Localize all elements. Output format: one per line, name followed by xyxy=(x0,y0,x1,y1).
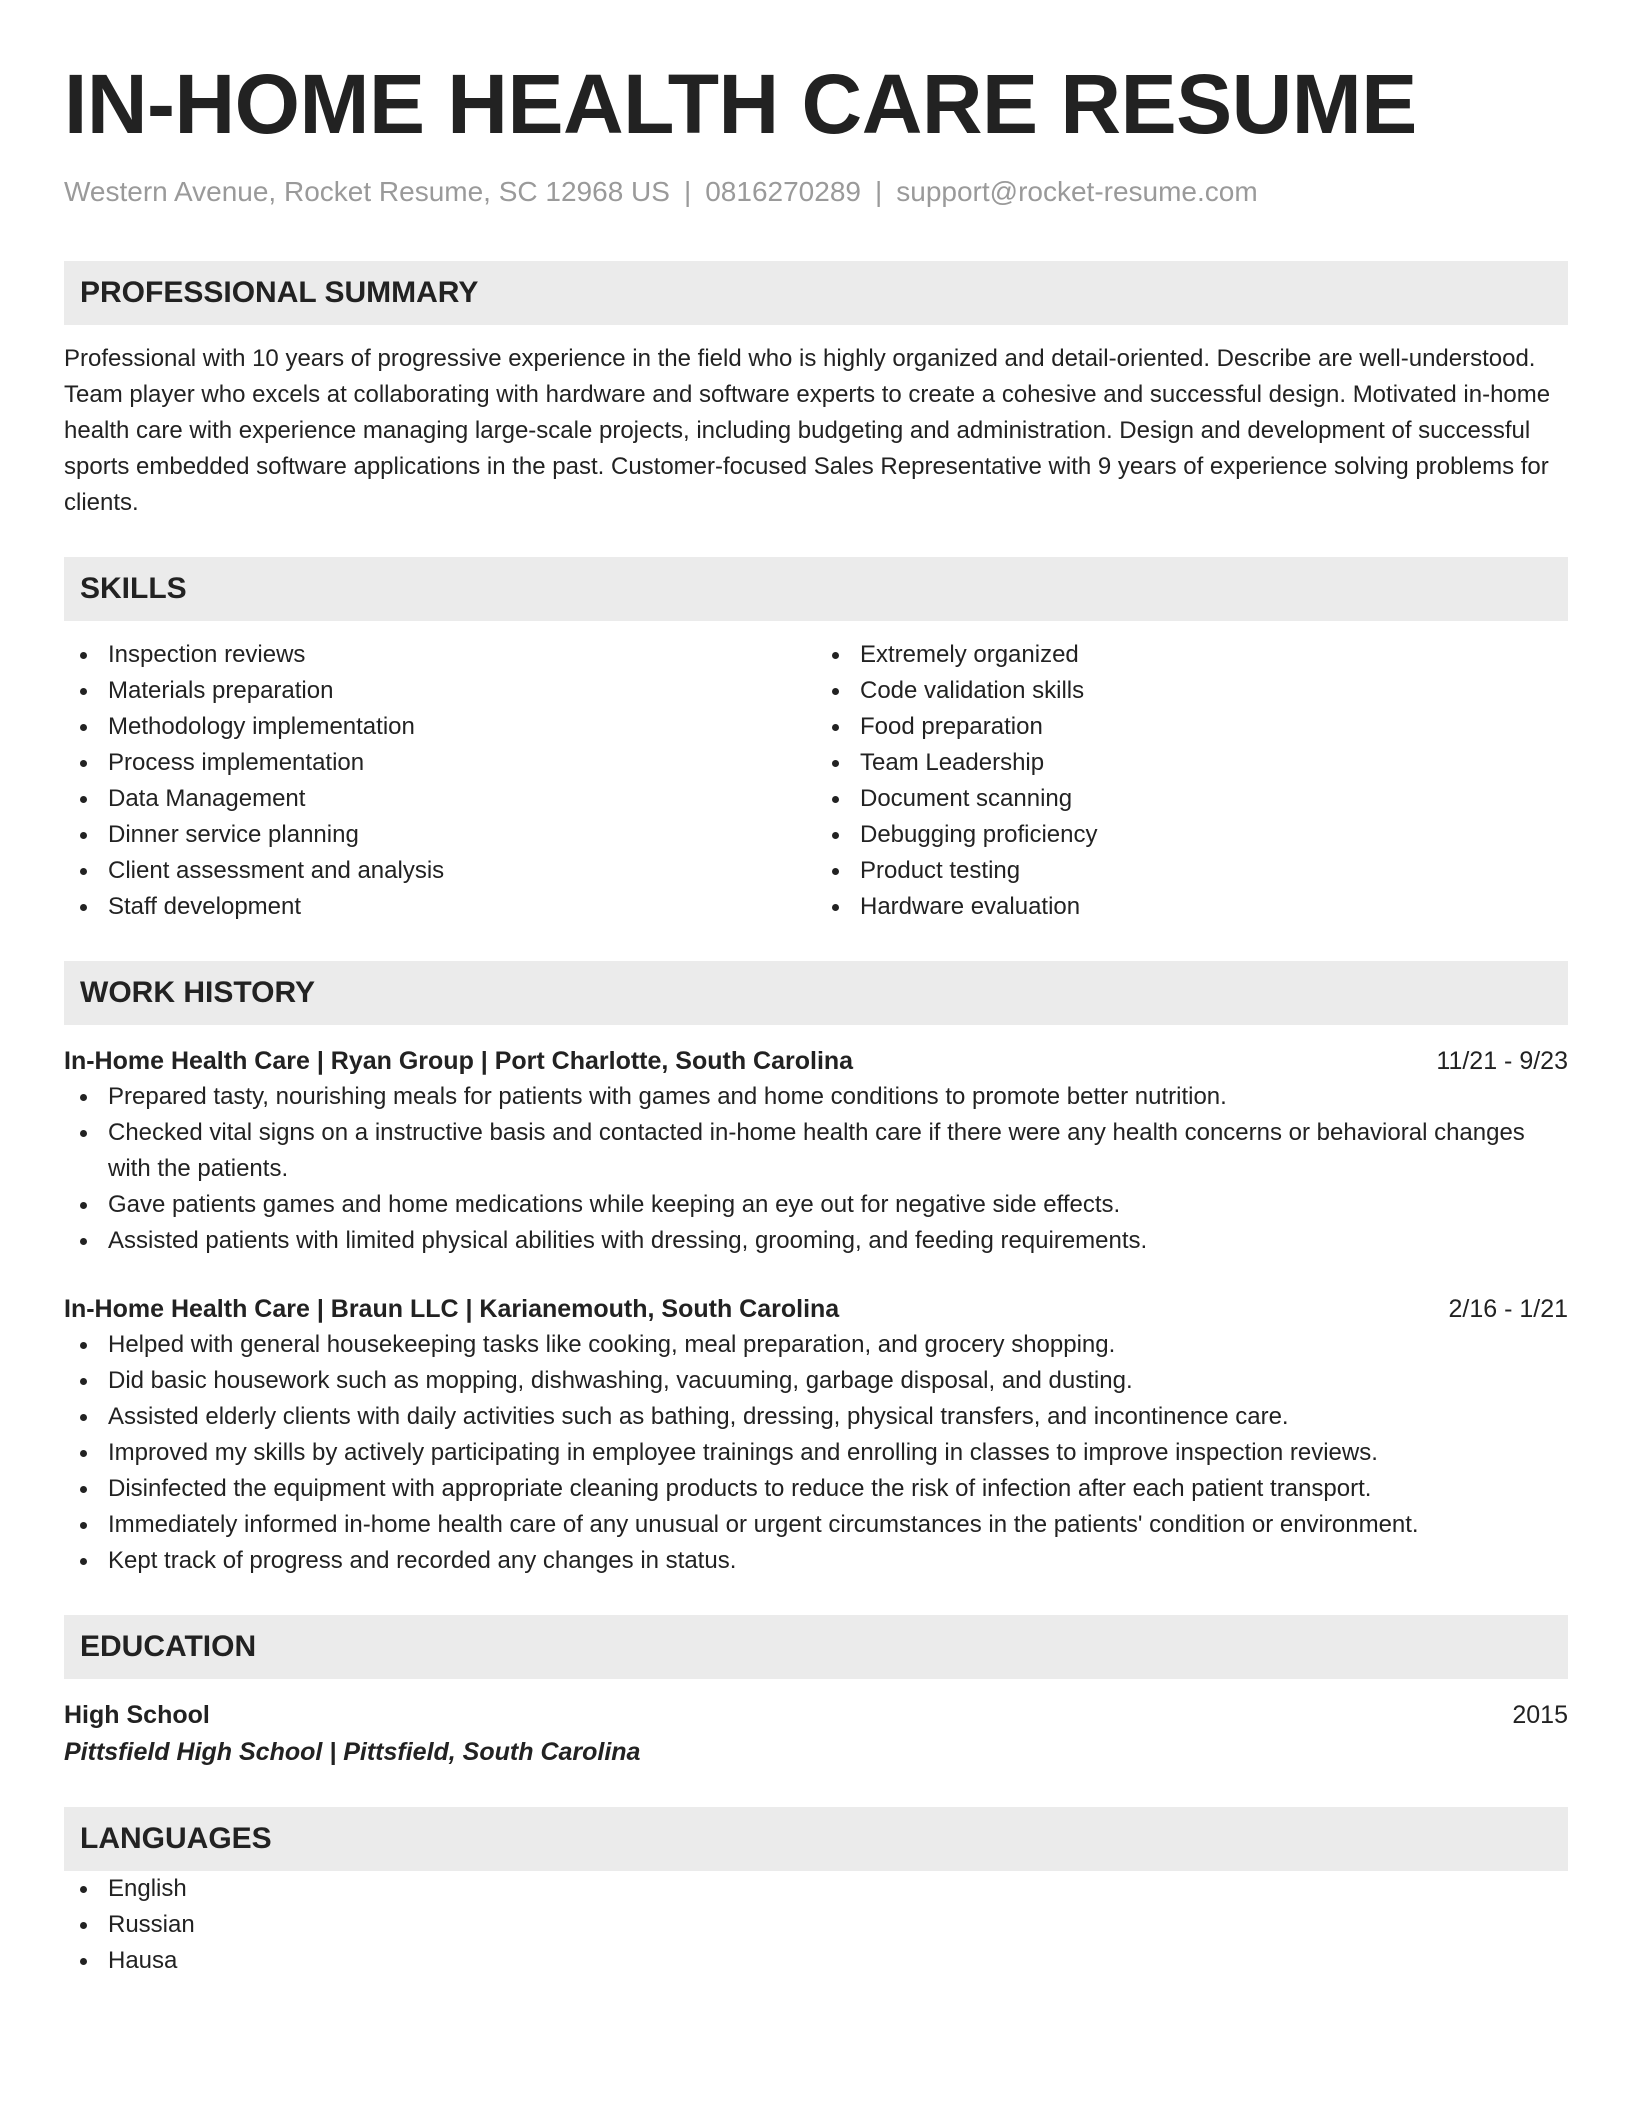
skills-list xyxy=(64,637,1568,925)
job-header xyxy=(64,1043,1568,1079)
skill-item: Staff development xyxy=(64,889,816,925)
education-year: 2015 xyxy=(1512,1701,1568,1729)
contact-address: Western Avenue, Rocket Resume, SC 12968 US xyxy=(64,176,670,207)
job-duty: Assisted elderly clients with daily activities such as bathing, dressing, physical transfers, and incontinence care. xyxy=(64,1399,1568,1435)
job-header xyxy=(64,1291,1568,1327)
language-item: Hausa xyxy=(64,1943,1568,1979)
job-duty: Did basic housework such as mopping, dishwashing, vacuuming, garbage disposal, and dusting. xyxy=(64,1363,1568,1399)
job-duty: Immediately informed in-home health care of any unusual or urgent circumstances in the patients' condition or environment. xyxy=(64,1507,1568,1543)
job-duty: Kept track of progress and recorded any changes in status. xyxy=(64,1543,1568,1579)
languages-heading: LANGUAGES xyxy=(64,1807,1568,1871)
skills-column-right xyxy=(816,637,1568,925)
contact-phone: 0816270289 xyxy=(705,176,861,207)
job-duty: Improved my skills by actively participating in employee trainings and enrolling in classes to improve inspection reviews. xyxy=(64,1435,1568,1471)
skill-item: Inspection reviews xyxy=(64,637,816,673)
job-dates: 2/16 - 1/21 xyxy=(1448,1295,1568,1323)
work-history-heading: WORK HISTORY xyxy=(64,961,1568,1025)
education-degree: High School xyxy=(64,1701,210,1729)
skill-item: Team Leadership xyxy=(816,745,1568,781)
education-school: Pittsfield High School | Pittsfield, South Carolina xyxy=(64,1738,641,1766)
job-duties xyxy=(64,1079,1568,1259)
job-duty: Helped with general housekeeping tasks like cooking, meal preparation, and grocery shopping. xyxy=(64,1327,1568,1363)
skill-item: Document scanning xyxy=(816,781,1568,817)
skill-item: Methodology implementation xyxy=(64,709,816,745)
skill-item: Process implementation xyxy=(64,745,816,781)
job-duty: Disinfected the equipment with appropriate cleaning products to reduce the risk of infection after each patient transport. xyxy=(64,1471,1568,1507)
summary-text: Professional with 10 years of progressive experience in the field who is highly organized and detail-oriented. Describe are well-understood. Team player who excels at collaborating with hardware and software experts to create a cohesive and successful design. Motivated in-home health care with experience managing large-scale projects, including budgeting and administration. Design and development of successful sports embedded software applications in the past. Customer-focused Sales Representative with 9 years of experience solving problems for clients. xyxy=(64,345,1551,516)
education-heading: EDUCATION xyxy=(64,1615,1568,1679)
skill-item: Product testing xyxy=(816,853,1568,889)
skill-item: Extremely organized xyxy=(816,637,1568,673)
job-duties xyxy=(64,1327,1568,1579)
skill-item: Dinner service planning xyxy=(64,817,816,853)
skill-item: Food preparation xyxy=(816,709,1568,745)
skill-item: Client assessment and analysis xyxy=(64,853,816,889)
education-header xyxy=(64,1697,1568,1733)
summary-heading: PROFESSIONAL SUMMARY xyxy=(64,261,1568,325)
contact-email: support@rocket-resume.com xyxy=(896,176,1258,207)
skill-item: Debugging proficiency xyxy=(816,817,1568,853)
resume-title: IN-HOME HEALTH CARE RESUME xyxy=(64,57,1417,151)
job-duty: Assisted patients with limited physical abilities with dressing, grooming, and feeding requirements. xyxy=(64,1223,1568,1259)
contact-line xyxy=(64,174,1568,210)
skill-item: Code validation skills xyxy=(816,673,1568,709)
job-entry xyxy=(64,1043,1568,1259)
skills-heading: SKILLS xyxy=(64,557,1568,621)
language-item: Russian xyxy=(64,1907,1568,1943)
language-item: English xyxy=(64,1871,1568,1907)
skills-column-left xyxy=(64,637,816,925)
languages-list xyxy=(64,1871,1568,1979)
job-title: In-Home Health Care | Ryan Group | Port Charlotte, South Carolina xyxy=(64,1047,854,1075)
contact-separator: | xyxy=(683,176,692,207)
job-duty: Checked vital signs on a instructive basis and contacted in-home health care if there were any health concerns or behavioral changes with the patients. xyxy=(64,1115,1568,1187)
contact-separator: | xyxy=(874,176,883,207)
skill-item: Data Management xyxy=(64,781,816,817)
job-dates: 11/21 - 9/23 xyxy=(1436,1047,1568,1075)
job-entry xyxy=(64,1291,1568,1579)
job-duty: Prepared tasty, nourishing meals for patients with games and home conditions to promote better nutrition. xyxy=(64,1079,1568,1115)
skill-item: Hardware evaluation xyxy=(816,889,1568,925)
job-duty: Gave patients games and home medications while keeping an eye out for negative side effects. xyxy=(64,1187,1568,1223)
skill-item: Materials preparation xyxy=(64,673,816,709)
job-title: In-Home Health Care | Braun LLC | Karianemouth, South Carolina xyxy=(64,1295,840,1323)
